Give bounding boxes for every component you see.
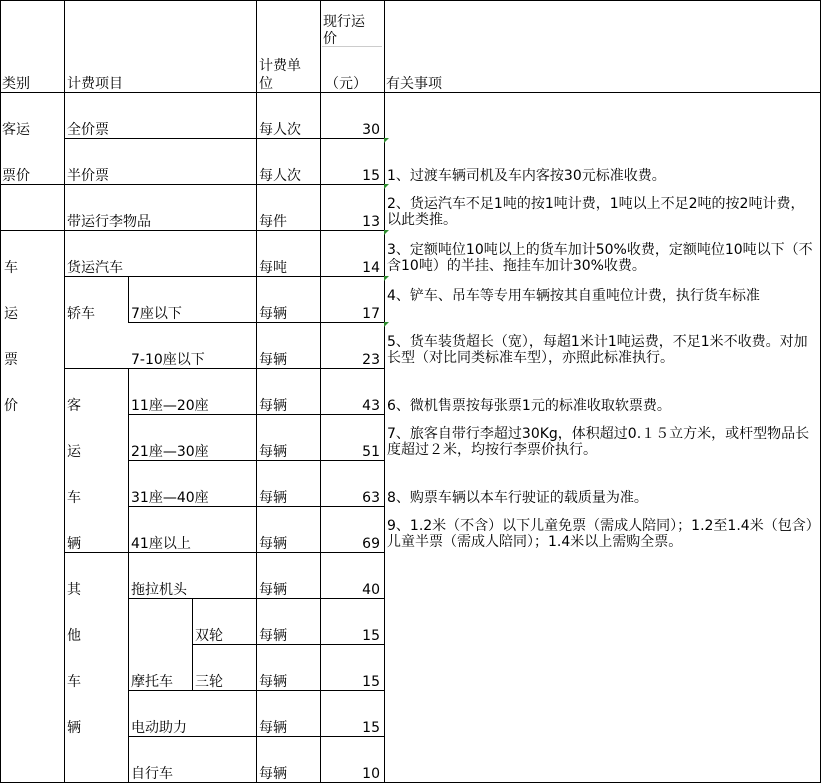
item-name: 三轮 [195,674,223,690]
item-unit: 每辆 [259,720,287,736]
grid-line [0,92,821,93]
header-price-unit: （元） [325,76,367,92]
note-item: 3、定额吨位10吨以上的货车加计50%收费，定额吨位10吨以下（不含10吨）的半挂、拖挂车加计30%收费。 [387,242,813,274]
grid-line [64,368,384,369]
grid-line [0,0,1,783]
category-vehicle: 票 [4,352,18,368]
grid-line [192,598,193,690]
note-item: 4、铲车、吊车等专用车辆按其自重吨位计费，执行货车标准 [387,288,760,304]
comment-marker [384,184,389,189]
category-vehicle: 车 [4,260,18,276]
category-vehicle: 运 [4,306,18,322]
grid-line [384,0,385,783]
comment-marker [384,276,389,281]
item-price: 23 [362,352,380,368]
subcategory-other: 车 [67,674,81,690]
subcategory-moto: 摩托车 [131,674,173,690]
item-unit: 每辆 [259,582,287,598]
item-price: 40 [362,582,380,598]
grid-line [64,276,384,277]
grid-line [192,644,384,645]
grid-line [64,0,65,783]
item-unit: 每辆 [259,398,287,414]
subcategory-bus: 运 [67,444,81,460]
header-item: 计费项目 [67,76,123,92]
note-item: 1、过渡车辆司机及车内客按30元标准收费。 [387,168,666,184]
header-price-line2: 价 [323,31,337,47]
grid-line [64,138,384,139]
item-unit: 每人次 [259,122,301,138]
item-unit: 每辆 [259,444,287,460]
item-name: 7座以下 [131,306,182,322]
item-name: 拖拉机头 [131,582,187,598]
item-price: 15 [362,674,380,690]
note-item: 7、旅客自带行李超过30Kg，体积超过0.１５立方米，或杆型物品长度超过２米，均按行李票价执行。 [387,426,810,458]
item-unit: 每辆 [259,674,287,690]
item-unit: 每辆 [259,628,287,644]
subcategory-other: 他 [67,628,81,644]
item-price: 15 [362,720,380,736]
item-name: 7-10座以下 [131,352,205,368]
item-price: 15 [362,168,380,184]
item-name: 半价票 [67,168,109,184]
grid-line [0,0,821,1]
item-name: 自行车 [131,766,173,782]
note-item: 9、1.2米（不含）以下儿童免票（需成人陪同）；1.2至1.4米（包含）儿童半票（需成人陪同）；1.4米以上需购全票。 [387,518,813,550]
subcategory-other: 其 [67,582,81,598]
item-price: 13 [362,214,380,230]
item-price: 15 [362,628,380,644]
grid-line [256,0,257,783]
item-name: 双轮 [195,628,223,644]
item-unit: 每辆 [259,306,287,322]
item-price: 43 [362,398,380,414]
item-price: 69 [362,536,380,552]
item-price: 14 [362,260,380,276]
item-unit: 每辆 [259,490,287,506]
grid-line [0,184,384,185]
item-name: 41座以上 [131,536,191,552]
item-price: 63 [362,490,380,506]
item-name: 21座—30座 [131,444,209,460]
subcategory-sedan: 轿车 [67,306,95,322]
header-notes: 有关事项 [386,76,442,92]
subcategory-other: 辆 [67,720,81,736]
item-name: 11座—20座 [131,398,209,414]
subcategory-bus: 车 [67,490,81,506]
category-passenger: 客运 [2,122,30,138]
item-unit: 每辆 [259,766,287,782]
note-item: 8、购票车辆以本车行驶证的载质量为准。 [387,490,648,506]
header-unit-line2: 位 [259,76,273,92]
item-price: 51 [362,444,380,460]
subcategory-bus: 辆 [67,536,81,552]
note-item: 6、微机售票按每张票1元的标准收取软票费。 [387,398,671,414]
note-item: 2、货运汽车不足1吨的按1吨计费，1吨以上不足2吨的按2吨计费，以此类推。 [387,196,805,228]
comment-marker [384,322,389,327]
item-price: 30 [362,122,380,138]
item-unit: 每辆 [259,536,287,552]
comment-marker [384,230,389,235]
item-price: 10 [362,766,380,782]
header-unit-line1: 计费单 [259,58,301,74]
category-vehicle: 价 [4,398,18,414]
item-name: 31座—40座 [131,490,209,506]
subcategory-bus: 客 [67,398,81,414]
grid-line [128,368,129,783]
item-unit: 每辆 [259,352,287,368]
grid-line [128,276,129,322]
comment-marker [384,138,389,143]
item-name: 电动助力 [131,720,187,736]
header-category: 类别 [2,76,30,92]
item-name: 货运汽车 [67,260,123,276]
grid-line [64,552,384,553]
item-unit: 每人次 [259,168,301,184]
item-unit: 每吨 [259,260,287,276]
item-name: 全价票 [67,122,109,138]
item-name: 带运行李物品 [67,214,151,230]
grid-line [0,230,384,231]
grid-line [320,0,321,783]
category-passenger: 票价 [2,168,30,184]
note-item: 5、货车装货超长（宽），每超1米计1吨运费，不足1米不收费。对加长型（对比同类标准车型），亦照此标准执行。 [387,334,808,366]
header-price-line1: 现行运 [323,14,365,30]
item-unit: 每件 [259,214,287,230]
item-price: 17 [362,306,380,322]
